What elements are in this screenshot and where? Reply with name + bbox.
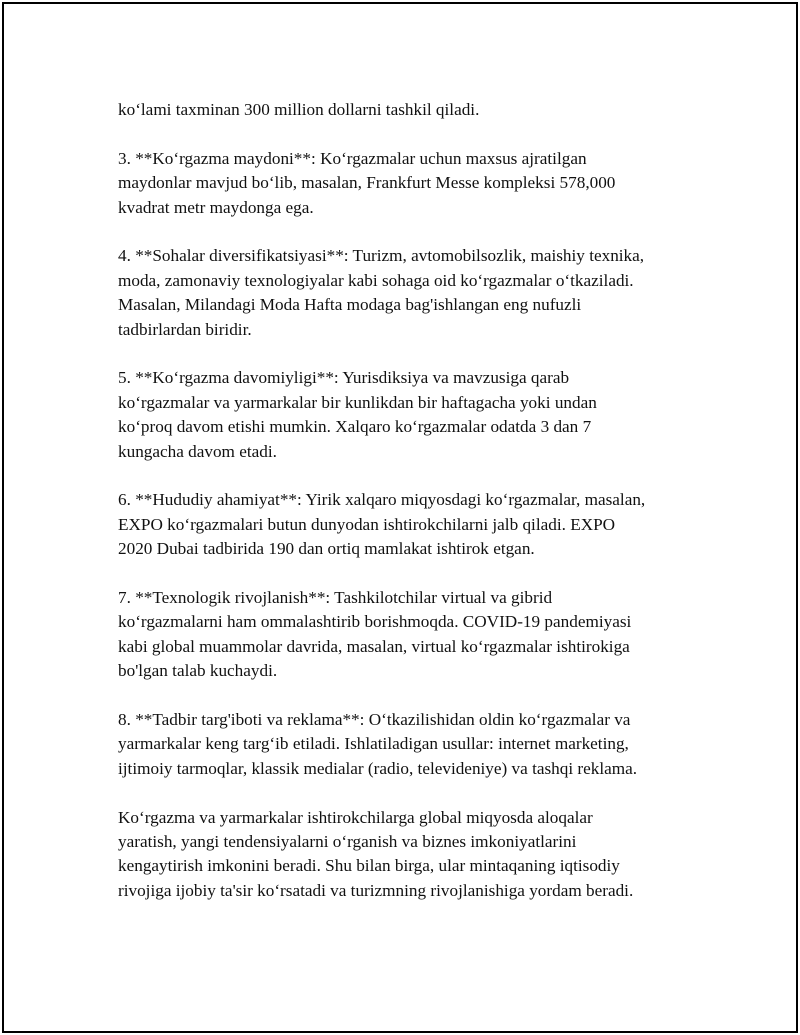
paragraph-intro-continuation: ko‘lami taxminan 300 million dollarni tashkil qiladi.	[118, 100, 480, 119]
document-page	[2, 2, 798, 1033]
paragraph-item-6: 6. **Hududiy ahamiyat**: Yirik xalqaro miqyosdagi ko‘rgazmalar, masalan, EXPO ko‘rgazmalari butun dunyodan ishtirokchilarni jalb qiladi. EXPO 2020 Dubai tadbirida 190 dan ortiq mamlakat ishtirok etgan.	[118, 490, 646, 559]
paragraph-item-3: 3. **Ko‘rgazma maydoni**: Ko‘rgazmalar uchun maxsus ajratilgan maydonlar mavjud bo‘lib, masalan, Frankfurt Messe kompleksi 578,000 kvadrat metr maydonga ega.	[118, 148, 616, 217]
paragraph-item-8: 8. **Tadbir targ'iboti va reklama**: O‘tkazilishidan oldin ko‘rgazmalar va yarmarkalar keng targ‘ib etiladi. Ishlatiladigan usullar: internet marketing, ijtimoiy tarmoqlar, klassik medialar (radio, televideniye) va tashqi reklama.	[118, 710, 638, 778]
paragraph-item-7: 7. **Texnologik rivojlanish**: Tashkilotchilar virtual va gibrid ko‘rgazmalarni ham ommalashtirib borishmoqda. COVID-19 pandemiyasi kabi global muammolar davrida, masalan, virtual ko‘rgazmalar ishtirokiga bo'lgan talab kuchaydi.	[118, 588, 632, 681]
document-body	[118, 98, 708, 928]
paragraph-item-4: 4. **Sohalar diversifikatsiyasi**: Turizm, avtomobilsozlik, maishiy texnika, moda, zamonaviy texnologiyalar kabi sohaga oid ko‘rgazmalar o‘tkaziladi. Masalan, Milandagi Moda Hafta modaga bag'ishlangan eng nufuzli tadbirlardan biridir.	[118, 246, 645, 339]
paragraph-conclusion: Ko‘rgazma va yarmarkalar ishtirokchilarga global miqyosda aloqalar yaratish, yangi tendensiyalarni o‘rganish va biznes imkoniyatlarini kengaytirish imkonini beradi. Shu bilan birga, ular mintaqaning iqtisodiy rivojiga ijobiy ta'sir ko‘rsatadi va turizmning rivojlanishiga yordam beradi.	[118, 807, 634, 900]
paragraph-item-5: 5. **Ko‘rgazma davomiyligi**: Yurisdiksiya va mavzusiga qarab ko‘rgazmalar va yarmarkalar bir kunlikdan bir haftagacha yoki undan ko‘proq davom etishi mumkin. Xalqaro ko‘rgazmalar odatda 3 dan 7 kungacha davom etadi.	[118, 368, 597, 461]
